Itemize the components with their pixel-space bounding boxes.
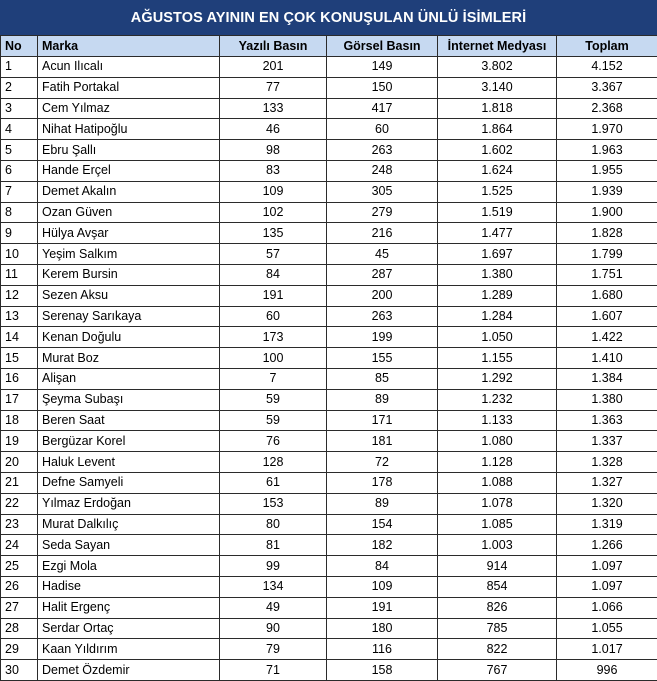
cell-name: Yılmaz Erdoğan — [38, 493, 220, 514]
cell-internet-medyasi: 1.284 — [438, 306, 557, 327]
cell-no: 12 — [1, 285, 38, 306]
cell-toplam: 1.384 — [557, 368, 657, 389]
table-row — [1, 472, 657, 493]
table-row — [1, 202, 657, 223]
cell-yazili-basin: 102 — [220, 202, 327, 223]
cell-gorsel-basin: 200 — [327, 285, 438, 306]
cell-no: 14 — [1, 327, 38, 348]
table-row — [1, 223, 657, 244]
cell-internet-medyasi: 1.085 — [438, 514, 557, 535]
cell-yazili-basin: 77 — [220, 77, 327, 98]
cell-toplam: 2.368 — [557, 98, 657, 119]
cell-toplam: 1.939 — [557, 181, 657, 202]
cell-yazili-basin: 81 — [220, 535, 327, 556]
cell-no: 29 — [1, 639, 38, 660]
cell-toplam: 1.422 — [557, 327, 657, 348]
cell-name: Ebru Şallı — [38, 140, 220, 161]
cell-no: 3 — [1, 98, 38, 119]
cell-yazili-basin: 7 — [220, 368, 327, 389]
cell-name: Sezen Aksu — [38, 285, 220, 306]
header-row — [1, 36, 657, 57]
cell-yazili-basin: 46 — [220, 119, 327, 140]
cell-internet-medyasi: 1.080 — [438, 431, 557, 452]
cell-no: 25 — [1, 556, 38, 577]
cell-gorsel-basin: 89 — [327, 493, 438, 514]
cell-toplam: 1.970 — [557, 119, 657, 140]
cell-name: Demet Akalın — [38, 181, 220, 202]
cell-internet-medyasi: 1.289 — [438, 285, 557, 306]
table-row — [1, 556, 657, 577]
cell-no: 15 — [1, 348, 38, 369]
column-header-yazili-basin: Yazılı Basın — [220, 36, 327, 57]
cell-internet-medyasi: 3.802 — [438, 57, 557, 78]
cell-yazili-basin: 191 — [220, 285, 327, 306]
cell-gorsel-basin: 85 — [327, 368, 438, 389]
cell-name: Ozan Güven — [38, 202, 220, 223]
column-header-marka: Marka — [38, 36, 220, 57]
cell-no: 20 — [1, 452, 38, 473]
cell-yazili-basin: 61 — [220, 472, 327, 493]
cell-gorsel-basin: 154 — [327, 514, 438, 535]
cell-name: Demet Özdemir — [38, 660, 220, 681]
cell-gorsel-basin: 149 — [327, 57, 438, 78]
cell-yazili-basin: 71 — [220, 660, 327, 681]
cell-toplam: 1.266 — [557, 535, 657, 556]
cell-no: 1 — [1, 57, 38, 78]
cell-name: Acun Ilıcalı — [38, 57, 220, 78]
cell-toplam: 1.328 — [557, 452, 657, 473]
cell-no: 16 — [1, 368, 38, 389]
cell-yazili-basin: 84 — [220, 264, 327, 285]
column-header-internet-medyasi: İnternet Medyası — [438, 36, 557, 57]
cell-name: Cem Yılmaz — [38, 98, 220, 119]
cell-yazili-basin: 59 — [220, 410, 327, 431]
cell-gorsel-basin: 84 — [327, 556, 438, 577]
table-row — [1, 77, 657, 98]
cell-gorsel-basin: 178 — [327, 472, 438, 493]
cell-no: 23 — [1, 514, 38, 535]
cell-no: 13 — [1, 306, 38, 327]
table-row — [1, 597, 657, 618]
cell-internet-medyasi: 1.697 — [438, 244, 557, 265]
cell-no: 21 — [1, 472, 38, 493]
cell-yazili-basin: 79 — [220, 639, 327, 660]
cell-no: 8 — [1, 202, 38, 223]
cell-internet-medyasi: 1.519 — [438, 202, 557, 223]
table-row — [1, 431, 657, 452]
cell-yazili-basin: 100 — [220, 348, 327, 369]
table-row — [1, 181, 657, 202]
cell-gorsel-basin: 182 — [327, 535, 438, 556]
cell-toplam: 1.799 — [557, 244, 657, 265]
cell-toplam: 1.680 — [557, 285, 657, 306]
cell-no: 7 — [1, 181, 38, 202]
cell-toplam: 1.055 — [557, 618, 657, 639]
cell-internet-medyasi: 854 — [438, 576, 557, 597]
cell-no: 26 — [1, 576, 38, 597]
cell-no: 6 — [1, 160, 38, 181]
cell-internet-medyasi: 914 — [438, 556, 557, 577]
cell-name: Hande Erçel — [38, 160, 220, 181]
cell-name: Haluk Levent — [38, 452, 220, 473]
cell-toplam: 1.380 — [557, 389, 657, 410]
cell-no: 30 — [1, 660, 38, 681]
cell-toplam: 1.097 — [557, 576, 657, 597]
cell-gorsel-basin: 116 — [327, 639, 438, 660]
cell-no: 5 — [1, 140, 38, 161]
cell-gorsel-basin: 263 — [327, 306, 438, 327]
cell-internet-medyasi: 1.232 — [438, 389, 557, 410]
cell-toplam: 1.066 — [557, 597, 657, 618]
table-row — [1, 368, 657, 389]
cell-yazili-basin: 76 — [220, 431, 327, 452]
cell-internet-medyasi: 822 — [438, 639, 557, 660]
cell-name: Fatih Portakal — [38, 77, 220, 98]
cell-toplam: 1.955 — [557, 160, 657, 181]
cell-name: Defne Samyeli — [38, 472, 220, 493]
cell-internet-medyasi: 1.818 — [438, 98, 557, 119]
cell-gorsel-basin: 180 — [327, 618, 438, 639]
cell-internet-medyasi: 1.128 — [438, 452, 557, 473]
cell-name: Ezgi Mola — [38, 556, 220, 577]
cell-name: Şeyma Subaşı — [38, 389, 220, 410]
cell-no: 2 — [1, 77, 38, 98]
cell-toplam: 1.320 — [557, 493, 657, 514]
cell-name: Yeşim Salkım — [38, 244, 220, 265]
cell-internet-medyasi: 1.050 — [438, 327, 557, 348]
table-row — [1, 514, 657, 535]
table-row — [1, 576, 657, 597]
cell-yazili-basin: 135 — [220, 223, 327, 244]
cell-gorsel-basin: 181 — [327, 431, 438, 452]
cell-yazili-basin: 99 — [220, 556, 327, 577]
cell-toplam: 1.900 — [557, 202, 657, 223]
cell-name: Seda Sayan — [38, 535, 220, 556]
table-row — [1, 639, 657, 660]
table-row — [1, 535, 657, 556]
cell-no: 11 — [1, 264, 38, 285]
table-row — [1, 493, 657, 514]
table-row — [1, 244, 657, 265]
cell-gorsel-basin: 158 — [327, 660, 438, 681]
cell-gorsel-basin: 155 — [327, 348, 438, 369]
table-row — [1, 306, 657, 327]
cell-toplam: 1.337 — [557, 431, 657, 452]
cell-toplam: 1.097 — [557, 556, 657, 577]
cell-gorsel-basin: 89 — [327, 389, 438, 410]
table-row — [1, 57, 657, 78]
column-header-toplam: Toplam — [557, 36, 657, 57]
cell-toplam: 1.963 — [557, 140, 657, 161]
table-row — [1, 452, 657, 473]
table-row — [1, 327, 657, 348]
cell-yazili-basin: 80 — [220, 514, 327, 535]
table-row — [1, 410, 657, 431]
cell-yazili-basin: 49 — [220, 597, 327, 618]
cell-gorsel-basin: 287 — [327, 264, 438, 285]
cell-internet-medyasi: 1.133 — [438, 410, 557, 431]
cell-name: Hadise — [38, 576, 220, 597]
cell-gorsel-basin: 305 — [327, 181, 438, 202]
cell-yazili-basin: 90 — [220, 618, 327, 639]
cell-no: 18 — [1, 410, 38, 431]
table-row — [1, 119, 657, 140]
cell-no: 22 — [1, 493, 38, 514]
cell-toplam: 4.152 — [557, 57, 657, 78]
cell-name: Bergüzar Korel — [38, 431, 220, 452]
table-row — [1, 285, 657, 306]
cell-gorsel-basin: 216 — [327, 223, 438, 244]
cell-gorsel-basin: 45 — [327, 244, 438, 265]
cell-name: Kaan Yıldırım — [38, 639, 220, 660]
cell-name: Murat Boz — [38, 348, 220, 369]
cell-toplam: 1.017 — [557, 639, 657, 660]
cell-internet-medyasi: 1.078 — [438, 493, 557, 514]
cell-gorsel-basin: 417 — [327, 98, 438, 119]
cell-internet-medyasi: 1.155 — [438, 348, 557, 369]
cell-no: 24 — [1, 535, 38, 556]
cell-no: 10 — [1, 244, 38, 265]
cell-name: Beren Saat — [38, 410, 220, 431]
cell-toplam: 1.410 — [557, 348, 657, 369]
cell-no: 27 — [1, 597, 38, 618]
cell-yazili-basin: 60 — [220, 306, 327, 327]
cell-internet-medyasi: 767 — [438, 660, 557, 681]
cell-toplam: 1.751 — [557, 264, 657, 285]
table-row — [1, 140, 657, 161]
cell-toplam: 1.363 — [557, 410, 657, 431]
celebrity-ranking-table — [0, 35, 657, 681]
cell-yazili-basin: 59 — [220, 389, 327, 410]
table-row — [1, 98, 657, 119]
cell-gorsel-basin: 109 — [327, 576, 438, 597]
table-title: AĞUSTOS AYININ EN ÇOK KONUŞULAN ÜNLÜ İSİMLERİ — [0, 0, 657, 36]
cell-gorsel-basin: 60 — [327, 119, 438, 140]
cell-no: 19 — [1, 431, 38, 452]
column-header-no: No — [1, 36, 38, 57]
cell-gorsel-basin: 72 — [327, 452, 438, 473]
cell-name: Nihat Hatipoğlu — [38, 119, 220, 140]
cell-yazili-basin: 128 — [220, 452, 327, 473]
cell-name: Kerem Bursin — [38, 264, 220, 285]
cell-no: 28 — [1, 618, 38, 639]
cell-toplam: 3.367 — [557, 77, 657, 98]
cell-no: 9 — [1, 223, 38, 244]
cell-no: 17 — [1, 389, 38, 410]
cell-gorsel-basin: 199 — [327, 327, 438, 348]
cell-toplam: 996 — [557, 660, 657, 681]
cell-toplam: 1.327 — [557, 472, 657, 493]
cell-yazili-basin: 134 — [220, 576, 327, 597]
cell-internet-medyasi: 3.140 — [438, 77, 557, 98]
cell-internet-medyasi: 826 — [438, 597, 557, 618]
cell-yazili-basin: 57 — [220, 244, 327, 265]
cell-internet-medyasi: 1.380 — [438, 264, 557, 285]
cell-yazili-basin: 173 — [220, 327, 327, 348]
cell-internet-medyasi: 1.602 — [438, 140, 557, 161]
cell-name: Murat Dalkılıç — [38, 514, 220, 535]
table-row — [1, 389, 657, 410]
cell-yazili-basin: 109 — [220, 181, 327, 202]
cell-name: Halit Ergenç — [38, 597, 220, 618]
cell-toplam: 1.828 — [557, 223, 657, 244]
cell-gorsel-basin: 279 — [327, 202, 438, 223]
table-row — [1, 348, 657, 369]
cell-yazili-basin: 201 — [220, 57, 327, 78]
cell-gorsel-basin: 248 — [327, 160, 438, 181]
cell-internet-medyasi: 1.525 — [438, 181, 557, 202]
cell-name: Alişan — [38, 368, 220, 389]
cell-internet-medyasi: 1.003 — [438, 535, 557, 556]
cell-internet-medyasi: 1.624 — [438, 160, 557, 181]
cell-internet-medyasi: 1.477 — [438, 223, 557, 244]
cell-toplam: 1.607 — [557, 306, 657, 327]
cell-internet-medyasi: 1.292 — [438, 368, 557, 389]
cell-yazili-basin: 98 — [220, 140, 327, 161]
cell-yazili-basin: 133 — [220, 98, 327, 119]
table-row — [1, 660, 657, 681]
cell-no: 4 — [1, 119, 38, 140]
cell-internet-medyasi: 785 — [438, 618, 557, 639]
cell-name: Kenan Doğulu — [38, 327, 220, 348]
column-header-gorsel-basin: Görsel Basın — [327, 36, 438, 57]
cell-internet-medyasi: 1.088 — [438, 472, 557, 493]
cell-yazili-basin: 153 — [220, 493, 327, 514]
cell-gorsel-basin: 171 — [327, 410, 438, 431]
cell-gorsel-basin: 191 — [327, 597, 438, 618]
cell-gorsel-basin: 150 — [327, 77, 438, 98]
table-row — [1, 264, 657, 285]
cell-toplam: 1.319 — [557, 514, 657, 535]
cell-gorsel-basin: 263 — [327, 140, 438, 161]
cell-name: Serdar Ortaç — [38, 618, 220, 639]
cell-internet-medyasi: 1.864 — [438, 119, 557, 140]
cell-name: Serenay Sarıkaya — [38, 306, 220, 327]
cell-name: Hülya Avşar — [38, 223, 220, 244]
cell-yazili-basin: 83 — [220, 160, 327, 181]
table-row — [1, 618, 657, 639]
table-row — [1, 160, 657, 181]
